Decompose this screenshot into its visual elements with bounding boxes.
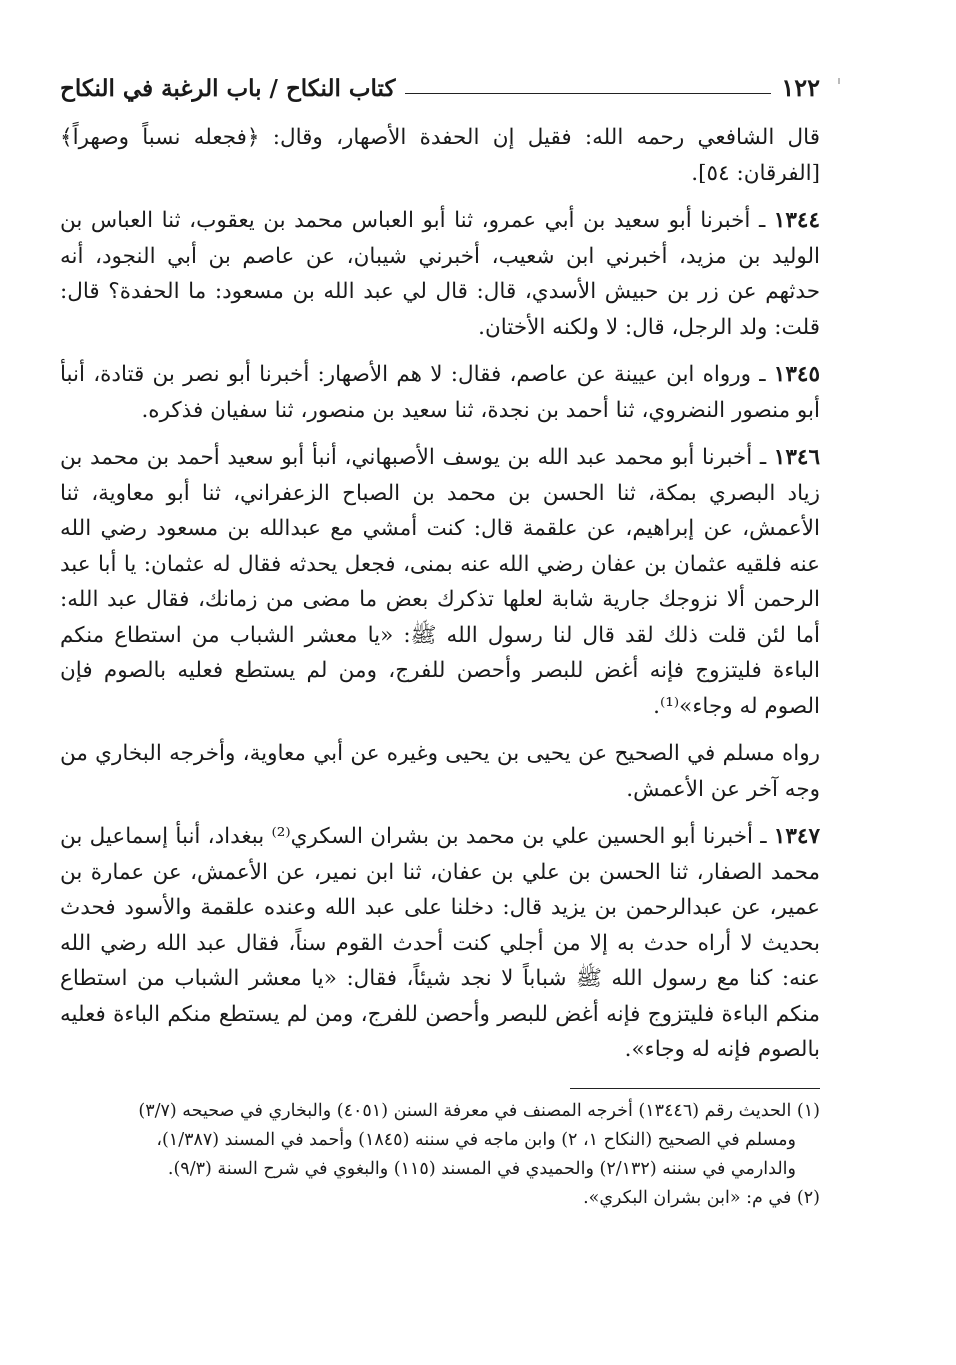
footnotes — [60, 1097, 820, 1213]
paragraph — [60, 819, 820, 1068]
paragraph — [60, 440, 820, 724]
header-rule — [405, 93, 771, 94]
paragraph-text: ـ أخبرنا أبو محمد عبد الله بن يوسف الأصبهاني، أنبأ أبو سعيد أحمد بن محمد بن زياد البصري بمكة، ثنا الحسن بن محمد بن الصباح الزعفراني، ثنا أبو معاوية، ثنا الأعمش، عن إبراهيم، عن علقمة قال: كنت أمشي مع عبدالله بن مسعود رضي الله عنه فلقيه عثمان بن عفان رضي الله عنه بمنى، فجعل يحدثه فقال له عثمان: يا أبا عبد الرحمن ألا نزوجك جارية شابة لعلها تذكرك بعض ما مضى من زمانك، فقال عبد الله: أما لئن قلت ذلك لقد قال لنا رسول الله ﷺ: «يا معشر الشباب من استطاع منكم الباءة فليتزوج فإنه أغض للبصر وأحصن للفرج، ومن لم يستطع فعليه بالصوم فإن الصوم له وجاء»⁽¹⁾. — [60, 445, 820, 719]
paragraph — [60, 120, 820, 191]
hadith-number: ١٣٤٥ — [773, 362, 820, 387]
book-page — [60, 62, 820, 1213]
footnote-separator — [570, 1088, 820, 1089]
running-title: كتاب النكاح / باب الرغبة في النكاح — [60, 75, 396, 102]
footnote-line: (١) الحديث رقم (١٣٤٤٦) أخرجه المصنف في معرفة السنن (٤٠٥١) والبخاري في صحيحه (٣/٧) — [138, 1100, 820, 1121]
paragraph-text: رواه مسلم في الصحيح عن يحيى بن يحيى وغيره عن أبي معاوية، وأخرجه البخاري من وجه آخر عن الأعمش. — [60, 741, 820, 802]
paragraph — [60, 357, 820, 428]
main-text — [60, 120, 820, 1068]
paragraph — [60, 736, 820, 807]
paragraph-text: ـ ورواه ابن عيينة عن عاصم، فقال: لا هم الأصهار: أخبرنا أبو نصر بن قتادة، أنبأ أبو منصور النضروي، ثنا أحمد بن نجدة، ثنا سعيد بن منصور، ثنا سفيان فذكره. — [60, 362, 820, 423]
paragraph-text: قال الشافعي رحمه الله: فقيل إن الحفدة الأصهار، وقال: ﴿فجعله نسباً وصهراً﴾ [الفرقان: ٥٤]. — [60, 125, 820, 186]
hadith-number: ١٣٤٤ — [773, 208, 820, 233]
hadith-number: ١٣٤٧ — [773, 824, 820, 849]
paragraph — [60, 203, 820, 345]
paragraph-text: ـ أخبرنا أبو سعيد بن أبي عمرو، ثنا أبو العباس محمد بن يعقوب، ثنا العباس بن الوليد بن مزيد، أخبرني ابن شعيب، أخبرني شيبان، عن عاصم بن أبي النجود، أنه حدثهم عن زر بن حبيش الأسدي، قال: قال لي عبد الله بن مسعود: ما الحفدة؟ قال: قلت: ولد الرجل، قال: لا ولكنه الأختان. — [60, 208, 820, 340]
margin-mark — [838, 78, 840, 84]
footnote-line: ومسلم في الصحيح (النكاح ١، ٢) وابن ماجه في سننه (١٨٤٥) وأحمد في المسند (١/٣٨٧)، — [156, 1129, 796, 1150]
footnote-line: (٢) في م: «ابن بشران البكري». — [583, 1187, 820, 1208]
page-number: ١٢٢ — [781, 73, 820, 102]
page-header — [60, 62, 820, 102]
footnote-line: والدارمي في سننه (٢/١٣٢) والحميدي في المسند (١١٥) والبغوي في شرح السنة (٩/٣). — [167, 1158, 796, 1179]
paragraph-text: ـ أخبرنا أبو الحسين علي بن محمد بن بشران السكري⁽²⁾ ببغداد، أنبأ إسماعيل بن محمد الصفار، ثنا الحسن بن علي بن عفان، ثنا ابن نمير، عن الأعمش، عن عمارة بن عمير، عن عبدالرحمن بن يزيد قال: دخلنا على عبد الله وعنده علقمة والأسود فحدث بحديث لا أراه حدث به إلا من أجلي كنت أحدث القوم سناً، فقال عبد الله رضي الله عنه: كنا مع رسول الله ﷺ شباباً لا نجد شيئاً، فقال: «يا معشر الشباب من استطاع منكم الباءة فليتزوج فإنه أغض للبصر وأحصن للفرج، ومن لم يستطع منكم الباءة فعليه بالصوم فإنه له وجاء». — [60, 824, 820, 1062]
hadith-number: ١٣٤٦ — [773, 445, 820, 470]
